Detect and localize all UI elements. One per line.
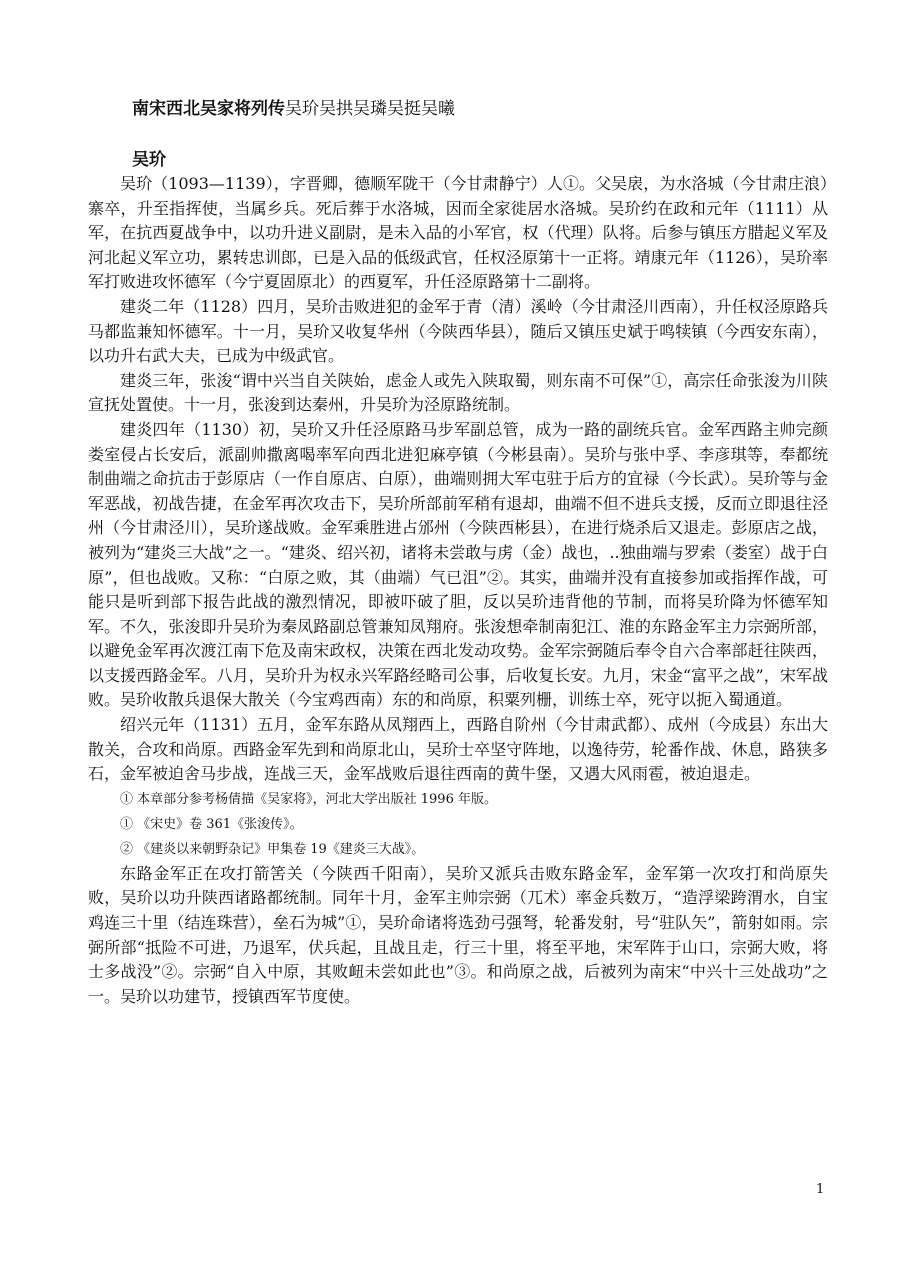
footnote: ① 《宋史》卷 361《张浚传》。 [120, 816, 303, 832]
footnote: ① 本章部分参考杨倩描《吴家将》，河北大学出版社 1996 年版。 [120, 791, 497, 807]
paragraph: 建炎二年（1128）四月，吴玠击败进犯的金军于青（清）溪岭（今甘肃泾川西南），升任权泾原路兵马都监兼知怀德军。十一月，吴玠又收复华州（今陕西华县），随后又镇压史斌于鸣犊镇（今西安东南），以功升右武大夫，已成为中级武官。 [88, 296, 828, 366]
document-title [132, 97, 832, 121]
paragraph: 建炎四年（1130）初，吴玠又升任泾原路马步军副总管，成为一路的副统兵官。金军西路主帅完颜娄室侵占长安后，派副帅撒离喝率军向西北进犯麻亭镇（今彬县南）。吴玠与张中孚、李彦琪等，奉都统制曲端之命抗击于彭原店（一作自原店、白原），曲端则拥大军屯驻于后方的宜禄（今长武）。吴玠等与金军恶战，初战告捷，在金军再次攻击下，吴玠所部前军稍有退却，曲端不但不进兵支援，反而立即退往泾州（今甘肃泾川），吴玠遂战败。金军乘胜进占邠州（今陕西彬县），在进行烧杀后又退走。彭原店之战，被列为“建炎三大战”之一。“建炎、绍兴初，诸将未尝敢与虏（金）战也，..独曲端与罗索（娄室）战于白原”，但也战败。又称：“白原之败，其（曲端）气已沮”②。其实，曲端并没有直接参加或指挥作战，可能只是听到部下报告此战的激烈情况，即被吓破了胆，反以吴玠违背他的节制，而将吴玠降为怀德军知军。不久，张浚即升吴玠为秦凤路副总管兼知凤翔府。张浚想牵制南犯江、淮的东路金军主力宗弼所部，以避免金军再次渡江南下危及南宋政权，决策在西北发动攻势。金军宗弼随后奉令自六合率部赶往陕西，以支援西路金军。八月，吴玠升为权永兴军路经略司公事，后收复长安。九月，宋金“富平之战”，宋军战败。吴玠收散兵退保大散关（今宝鸡西南）东的和尚原，积粟列栅，训练士卒，死守以扼入蜀通道。 [88, 419, 828, 710]
page-number: 1 [816, 1182, 825, 1197]
paragraph: 东路金军正在攻打箭筈关（今陕西千阳南），吴玠又派兵击败东路金军，金军第一次攻打和尚原失败，吴玠以功升陕西诸路都统制。同年十月，金军主帅宗弼（兀术）率金兵数万，“造浮梁跨渭水，自宝鸡连三十里（结连珠营），垒石为城”①，吴玠命诸将选劲弓强弩，轮番发射，号“驻队矢”，箭射如雨。宗弼所部“抵险不可进，乃退军，伏兵起，且战且走，行三十里，将至平地，宋军阵于山口，宗弼大败，将士多战没”②。宗弼“自入中原，其败衄未尝如此也”③。和尚原之战，后被列为南宋“中兴十三处战功”之一。吴玠以功建节，授镇西军节度使。 [88, 863, 828, 1006]
title-main: 南宋西北吴家将列传 [132, 99, 285, 119]
title-subtitle: 吴玠吴拱吴璘吴挺吴曦 [285, 99, 455, 119]
paragraph: 绍兴元年（1131）五月，金军东路从凤翔西上，西路自阶州（今甘肃武都）、成州（今成县）东出大散关，合攻和尚原。西路金军先到和尚原北山，吴玠士卒坚守阵地，以逸待劳，轮番作战、休息，路狭多石，金军被迫舍马步战，连战三天，金军战败后退往西南的黄牛堡，又遇大风雨雹，被迫退走。 [88, 715, 828, 784]
section-heading: 吴玠 [132, 150, 166, 170]
paragraph: 吴玠（1093—1139），字晋卿，德顺军陇干（今甘肃静宁）人①。父吴扆，为水洛城（今甘肃庄浪）寨卒，升至指挥使，当属乡兵。死后葬于水洛城，因而全家徙居水洛城。吴玠约在政和元年（1111）从军，在抗西夏战争中，以功升进义副尉，是未入品的小军官，权（代理）队将。后参与镇压方腊起义军及河北起义军立功，累转忠训郎，已是入品的低级武官，任权泾原第十一正将。靖康元年（1126），吴玠率军打败进攻怀德军（今宁夏固原北）的西夏军，升任泾原路第十二副将。 [88, 174, 828, 292]
paragraph: 建炎三年，张浚“谓中兴当自关陕始，虑金人或先入陕取蜀，则东南不可保”①，高宗任命张浚为川陕宣抚处置使。十一月，张浚到达秦州，升吴玠为泾原路统制。 [88, 370, 828, 415]
document-body [88, 172, 828, 1009]
footnote: ② 《建炎以来朝野杂记》甲集卷 19《建炎三大战》。 [120, 841, 425, 857]
